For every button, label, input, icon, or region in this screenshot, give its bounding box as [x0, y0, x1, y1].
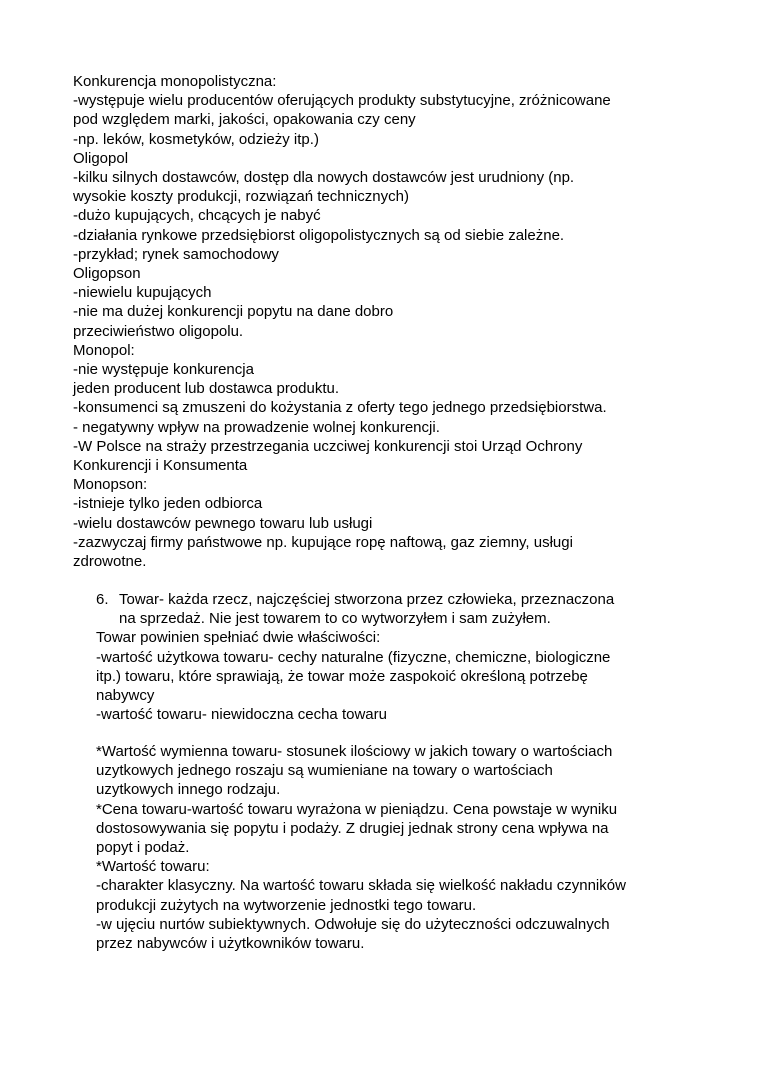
text-line: -np. leków, kosmetyków, odzieży itp.)	[73, 130, 319, 148]
text-line: uzytkowych jednego roszaju są wumieniane na towary o wartościach	[96, 762, 553, 780]
text-line: produkcji zużytych na wytworzenie jednostki tego towaru.	[96, 896, 477, 914]
text-line: na sprzedaż. Nie jest towarem to co wytworzyłem i sam zużyłem.	[119, 610, 551, 628]
text-line: przez nabywców i użytkowników towaru.	[96, 935, 365, 953]
heading-oligopsony: Oligopson	[73, 265, 141, 283]
text-line: itp.) towaru, które sprawiają, że towar może zaspokoić określoną potrzebę	[96, 667, 588, 685]
list-number: 6.	[96, 591, 109, 608]
text-line: nabywcy	[96, 687, 155, 705]
text-line: Towar powinien spełniać dwie właściwości:	[96, 629, 381, 647]
heading-monopsony: Monopson:	[73, 476, 148, 494]
text-line: -w ujęciu nurtów subiektywnych. Odwołuje się do użyteczności odczuwalnych	[96, 915, 610, 933]
heading-monopolistic-competition: Konkurencja monopolistyczna:	[73, 73, 277, 90]
text-line: popyt i podaż.	[96, 839, 190, 857]
text-line: -kilku silnych dostawców, dostęp dla nowych dostawców jest urudniony (np.	[73, 169, 575, 187]
text-line: -występuje wielu producentów oferujących produkty substytucyjne, zróżnicowane	[73, 92, 611, 110]
text-line: zdrowotne.	[73, 553, 147, 571]
list-item	[96, 590, 696, 628]
text-line: -istnieje tylko jeden odbiorca	[73, 495, 263, 513]
text-line: *Cena towaru-wartość towaru wyrażona w pieniądzu. Cena powstaje w wyniku	[96, 800, 618, 818]
market-structures-section	[73, 72, 693, 571]
text-line: -niewielu kupujących	[73, 284, 212, 302]
text-line: uzytkowych innego rodzaju.	[96, 781, 281, 799]
text-line: Konkurencji i Konsumenta	[73, 457, 248, 475]
text-line: -wielu dostawców pewnego towaru lub usługi	[73, 514, 373, 532]
heading-oligopoly: Oligopol	[73, 149, 129, 167]
text-line: *Wartość towaru:	[96, 858, 210, 876]
commodity-section	[96, 590, 696, 724]
text-line: pod względem marki, jakości, opakowania czy ceny	[73, 111, 416, 129]
value-notes-section	[96, 742, 696, 953]
text-line: -charakter klasyczny. Na wartość towaru składa się wielkość nakładu czynników	[96, 877, 626, 895]
text-line: -zazwyczaj firmy państwowe np. kupujące ropę naftową, gaz ziemny, usługi	[73, 533, 573, 551]
text-line: dostosowywania się popytu i podaży. Z drugiej jednak strony cena wpływa na	[96, 819, 609, 837]
text-line: -wartość użytkowa towaru- cechy naturalne (fizyczne, chemiczne, biologiczne	[96, 648, 611, 666]
heading-monopoly: Monopol:	[73, 341, 135, 359]
text-line: -nie występuje konkurencja	[73, 361, 254, 379]
text-line: jeden producent lub dostawca produktu.	[73, 380, 340, 398]
text-line: -nie ma dużej konkurencji popytu na dane dobro	[73, 303, 394, 321]
text-line: *Wartość wymienna towaru- stosunek ilościowy w jakich towary o wartościach	[96, 743, 613, 760]
text-line: - negatywny wpływ na prowadzenie wolnej konkurencji.	[73, 418, 440, 436]
text-line: wysokie koszty produkcji, rozwiązań technicznych)	[73, 188, 409, 206]
text-line: przeciwieństwo oligopolu.	[73, 322, 244, 340]
text-line: -W Polsce na straży przestrzegania uczciwej konkurencji stoi Urząd Ochrony	[73, 437, 583, 455]
text-line: -konsumenci są zmuszeni do kożystania z oferty tego jednego przedsiębiorstwa.	[73, 399, 607, 417]
text-line: Towar- każda rzecz, najczęściej stworzona przez człowieka, przeznaczona	[119, 591, 615, 608]
text-line: -działania rynkowe przedsiębiorst oligopolistycznych są od siebie zależne.	[73, 226, 565, 244]
text-line: -przykład; rynek samochodowy	[73, 245, 279, 263]
text-line: -dużo kupujących, chcących je nabyć	[73, 207, 321, 225]
text-line: -wartość towaru- niewidoczna cecha towaru	[96, 706, 387, 724]
